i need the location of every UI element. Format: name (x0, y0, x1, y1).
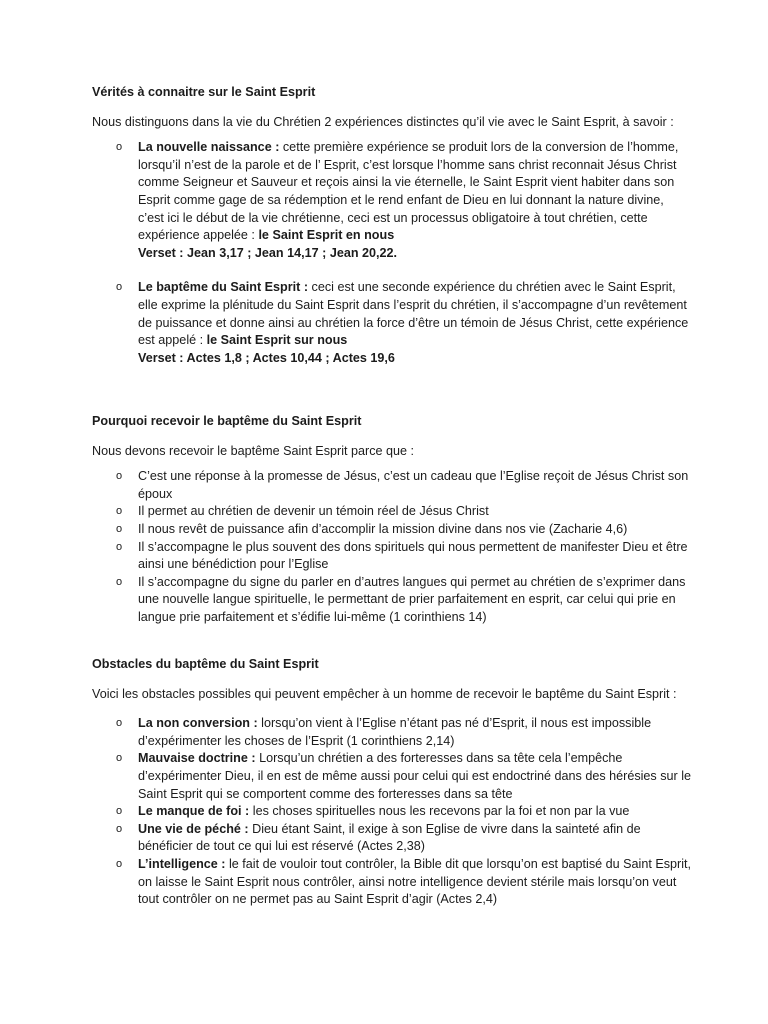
section-intro: Nous devons recevoir le baptême Saint Esprit parce que : (92, 443, 415, 458)
item-text: lorsqu’on vient à l’Eglise n’étant pas né d’Esprit, il nous est impossible d’expérimenter les choses de l’Esprit (1 corinthiens 2,14) (138, 716, 652, 748)
bullet-icon: o (116, 717, 123, 730)
bullet-icon: o (116, 822, 123, 835)
item-term: Mauvaise doctrine : (138, 751, 256, 766)
list-item (92, 139, 692, 262)
section-obstacles (92, 656, 692, 909)
item-term: Le manque de foi : (138, 804, 250, 819)
item-term: Le baptême du Saint Esprit : (138, 280, 309, 295)
item-term: La non conversion : (138, 716, 258, 731)
item-verse: Verset : Actes 1,8 ; Actes 10,44 ; Actes 19,6 (138, 350, 395, 365)
reasons-list (92, 468, 692, 626)
list-item (92, 750, 692, 803)
bullet-icon: o (116, 540, 123, 553)
list-item (92, 521, 692, 539)
item-term: La nouvelle naissance : (138, 140, 280, 155)
section-holy-spirit-truths (92, 84, 692, 367)
section-title: Obstacles du baptême du Saint Esprit (92, 657, 319, 671)
section-intro: Nous distinguons dans la vie du Chrétien 2 expériences distinctes qu’il vie avec le Saint Esprit, à savoir : (92, 114, 674, 129)
section-title: Vérités à connaitre sur le Saint Esprit (92, 85, 316, 99)
bullet-icon: o (116, 281, 123, 294)
item-text: Il nous revêt de puissance afin d’accomplir la mission divine dans nos vie (Zacharie 4,6) (138, 521, 628, 536)
bullet-icon: o (116, 752, 123, 765)
item-text: Lorsqu’un chrétien a des forteresses dans sa tête cela l’empêche d’expérimenter Dieu, il en est de même aussi pour celui qui est endoctriné dans des hérésies sur le Saint Esprit qui se comportent comme des forteresses dans sa tête (138, 751, 692, 801)
item-emphasis: le Saint Esprit en nous (258, 228, 395, 243)
item-emphasis: le Saint Esprit sur nous (206, 333, 348, 348)
item-text: cette première expérience se produit lors de la conversion de l’homme, lorsqu’il n’est de la parole et de l’ Esprit, c’est lorsque l’homme sans christ reconnait Jésus Christ comme Seigneur et Sauveur et reçois ainsi la vie éternelle, le Saint Esprit vient habiter dans son Esprit comme gage de sa rédemption et le rend enfant de Dieu en lui donnant la nature divine, c’est ici le début de la vie chrétienne, ceci est un processus obligatoire à tout chrétien, cette expérience appelée : (138, 140, 679, 243)
bullet-icon: o (116, 522, 123, 535)
list-item (92, 574, 692, 627)
item-verse: Verset : Jean 3,17 ; Jean 14,17 ; Jean 20,22. (138, 245, 398, 260)
list-item (92, 821, 692, 856)
item-term: L’intelligence : (138, 856, 226, 871)
bullet-icon: o (116, 470, 123, 483)
list-item (92, 503, 692, 521)
section-title: Pourquoi recevoir le baptême du Saint Esprit (92, 414, 362, 428)
item-text: ceci est une seconde expérience du chrétien avec le Saint Esprit, elle exprime la plénitude du Saint Esprit dans l’esprit du chrétien, il s’accompagne d’un revêtement de puissance et donne ainsi au chrétien la force d’être un témoin de Jésus Christ, cette expérience est appelé : (138, 280, 689, 348)
bullet-icon: o (116, 141, 123, 154)
bullet-icon: o (116, 857, 123, 870)
experience-list (92, 139, 692, 367)
list-item (92, 539, 692, 574)
item-text: Il s’accompagne le plus souvent des dons spirituels qui nous permettent de manifester Dieu et être ainsi une bénédiction pour l’Eglise (138, 539, 688, 572)
item-text: Dieu étant Saint, il exige à son Eglise de vivre dans la sainteté afin de bénéficier de tout ce qui lui est réservé (Actes 2,38) (138, 821, 641, 854)
item-text: les choses spirituelles nous les recevons par la foi et non par la vue (249, 804, 630, 819)
list-item (92, 279, 692, 367)
item-text: Il s’accompagne du signe du parler en d’autres langues qui permet au chrétien de s’exprimer dans une nouvelle langue spirituelle, le permettant de prier parfaitement en esprit, car celui qui prie en langue prie parfaitement et s’édifie lui-même (1 corinthiens 14) (138, 574, 686, 624)
item-text: Il permet au chrétien de devenir un témoin réel de Jésus Christ (138, 504, 489, 519)
bullet-icon: o (116, 505, 123, 518)
list-item (92, 856, 692, 909)
list-item (92, 803, 692, 821)
section-intro: Voici les obstacles possibles qui peuvent empêcher à un homme de recevoir le baptême du Saint Esprit : (92, 686, 677, 701)
bullet-icon: o (116, 805, 123, 818)
list-item (92, 468, 692, 503)
list-item (92, 715, 692, 750)
obstacles-list (92, 715, 692, 909)
item-text: C’est une réponse à la promesse de Jésus, c’est un cadeau que l’Eglise reçoit de Jésus Christ son époux (138, 469, 689, 501)
section-why-receive (92, 413, 692, 627)
bullet-icon: o (116, 575, 123, 588)
item-term: Une vie de péché : (138, 821, 249, 836)
item-text: le fait de vouloir tout contrôler, la Bible dit que lorsqu’on est baptisé du Saint Esprit, on laisse le Saint Esprit nous contrôler, ainsi notre intelligence devient stérile mais lorsqu’on veut tout contrôler on ne permet pas au Saint Esprit d’agir (Actes 2,4) (138, 856, 692, 907)
